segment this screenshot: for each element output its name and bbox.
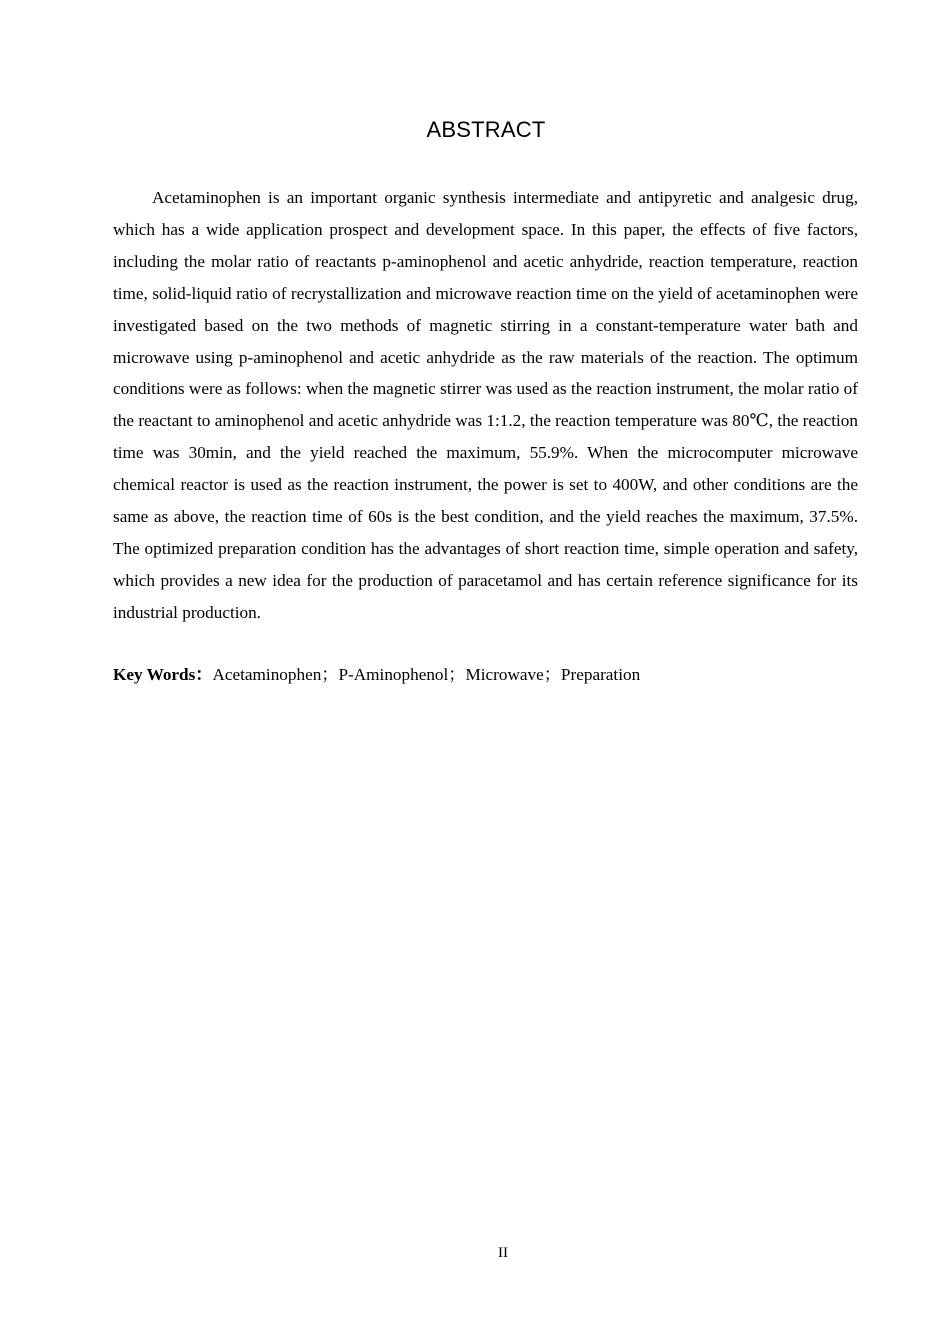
keywords-line [113, 659, 858, 691]
keywords-list: Acetaminophen；P-Aminophenol；Microwave；Preparation [212, 665, 641, 684]
keywords-label: Key Words： [113, 665, 213, 684]
abstract-title: ABSTRACT [426, 117, 546, 142]
page-number: II [498, 1245, 508, 1261]
abstract-body: Acetaminophen is an important organic synthesis intermediate and antipyretic and analgesic drug, which has a wide application prospect and development space. In this paper, the effects of five factors, including the molar ratio of reactants p-aminophenol and acetic anhydride, reaction temperature, reaction time, solid-liquid ratio of recrystallization and microwave reaction time on the yield of acetaminophen were investigated based on the two methods of magnetic stirring in a constant-temperature water bath and microwave using p-aminophenol and acetic anhydride as the raw materials of the reaction. The optimum conditions were as follows: when the magnetic stirrer was used as the reaction instrument, the molar ratio of the reactant to aminophenol and acetic anhydride was 1:1.2, the reaction temperature was 80℃, the reaction time was 30min, and the yield reached the maximum, 55.9%. When the microcomputer microwave chemical reactor is used as the reaction instrument, the power is set to 400W, and other conditions are the same as above, the reaction time of 60s is the best condition, and the yield reaches the maximum, 37.5%. The optimized preparation condition has the advantages of short reaction time, simple operation and safety, which provides a new idea for the production of paracetamol and has certain reference significance for its industrial production. [113, 188, 858, 622]
